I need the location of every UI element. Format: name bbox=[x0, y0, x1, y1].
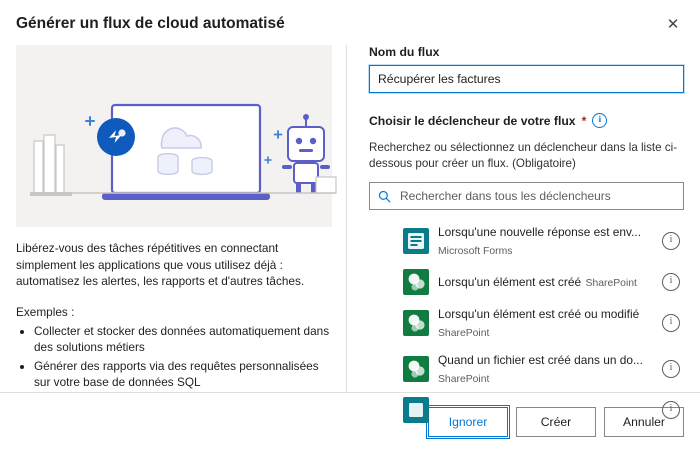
microsoft-forms-icon bbox=[403, 228, 429, 254]
info-icon[interactable]: i bbox=[662, 314, 680, 332]
list-item: • Générer des rapports via des requêtes personnalisées sur votre base de données SQL bbox=[34, 358, 332, 391]
info-icon[interactable]: i bbox=[662, 232, 680, 250]
trigger-text bbox=[438, 305, 653, 341]
info-pane bbox=[16, 45, 346, 392]
trigger-title: Lorsqu'un élément est créé bbox=[438, 275, 582, 289]
info-icon[interactable]: i bbox=[592, 113, 607, 128]
dialog-body bbox=[0, 45, 700, 414]
list-item[interactable] bbox=[369, 346, 684, 392]
examples-list bbox=[16, 323, 332, 393]
connector-icon bbox=[403, 397, 429, 423]
form-pane bbox=[347, 45, 684, 414]
cancel-button[interactable]: Annuler bbox=[604, 407, 684, 437]
trigger-title: Lorsqu'un élément est créé ou modifié bbox=[438, 307, 640, 321]
trigger-text bbox=[438, 273, 653, 291]
examples-label: Exemples : bbox=[16, 304, 75, 319]
trigger-service: SharePoint bbox=[438, 374, 490, 385]
required-marker: * bbox=[581, 113, 587, 128]
info-icon[interactable]: i bbox=[662, 401, 680, 419]
trigger-service: Microsoft Forms bbox=[438, 246, 513, 257]
list-item[interactable] bbox=[369, 392, 684, 428]
trigger-title: Lorsqu'une nouvelle réponse est env... bbox=[438, 225, 642, 239]
list-item[interactable] bbox=[369, 218, 684, 264]
trigger-service: SharePoint bbox=[585, 278, 637, 289]
helper-text: Recherchez ou sélectionnez un déclencheur dans la liste ci-dessous pour créer un flux. (Obligatoire) bbox=[369, 141, 678, 170]
trigger-service: SharePoint bbox=[438, 328, 490, 339]
flow-name-label: Nom du flux bbox=[369, 45, 440, 59]
search-input[interactable] bbox=[398, 188, 675, 204]
list-item[interactable] bbox=[369, 264, 684, 300]
info-icon[interactable]: i bbox=[662, 360, 680, 378]
illustration bbox=[16, 45, 332, 227]
page-title: Générer un flux de cloud automatisé bbox=[16, 15, 285, 32]
trigger-list[interactable] bbox=[369, 218, 684, 414]
sharepoint-icon bbox=[403, 269, 429, 295]
trigger-label: Choisir le déclencheur de votre flux bbox=[369, 113, 576, 128]
flow-name-input[interactable] bbox=[369, 65, 684, 93]
sharepoint-icon bbox=[403, 356, 429, 382]
trigger-text bbox=[438, 351, 653, 387]
close-icon[interactable]: ✕ bbox=[662, 13, 684, 35]
skip-button[interactable]: Ignorer bbox=[428, 407, 508, 437]
trigger-search-box[interactable] bbox=[369, 182, 684, 210]
trigger-title: Quand un fichier est créé dans un do... bbox=[438, 353, 643, 367]
dialog-header bbox=[0, 0, 700, 45]
list-item: • Collecter et stocker des données automatiquement dans des solutions métiers bbox=[34, 323, 332, 356]
create-button[interactable]: Créer bbox=[516, 407, 596, 437]
info-icon[interactable]: i bbox=[662, 273, 680, 291]
sharepoint-icon bbox=[403, 310, 429, 336]
trigger-label-row bbox=[369, 113, 684, 128]
intro-description: Libérez-vous des tâches répétitives en connectant simplement les applications que vous utilisez déjà : automatisez les alertes, les rapports et d'autres tâches. bbox=[16, 241, 305, 288]
list-item[interactable] bbox=[369, 300, 684, 346]
search-icon bbox=[378, 190, 391, 203]
trigger-text bbox=[438, 223, 653, 259]
